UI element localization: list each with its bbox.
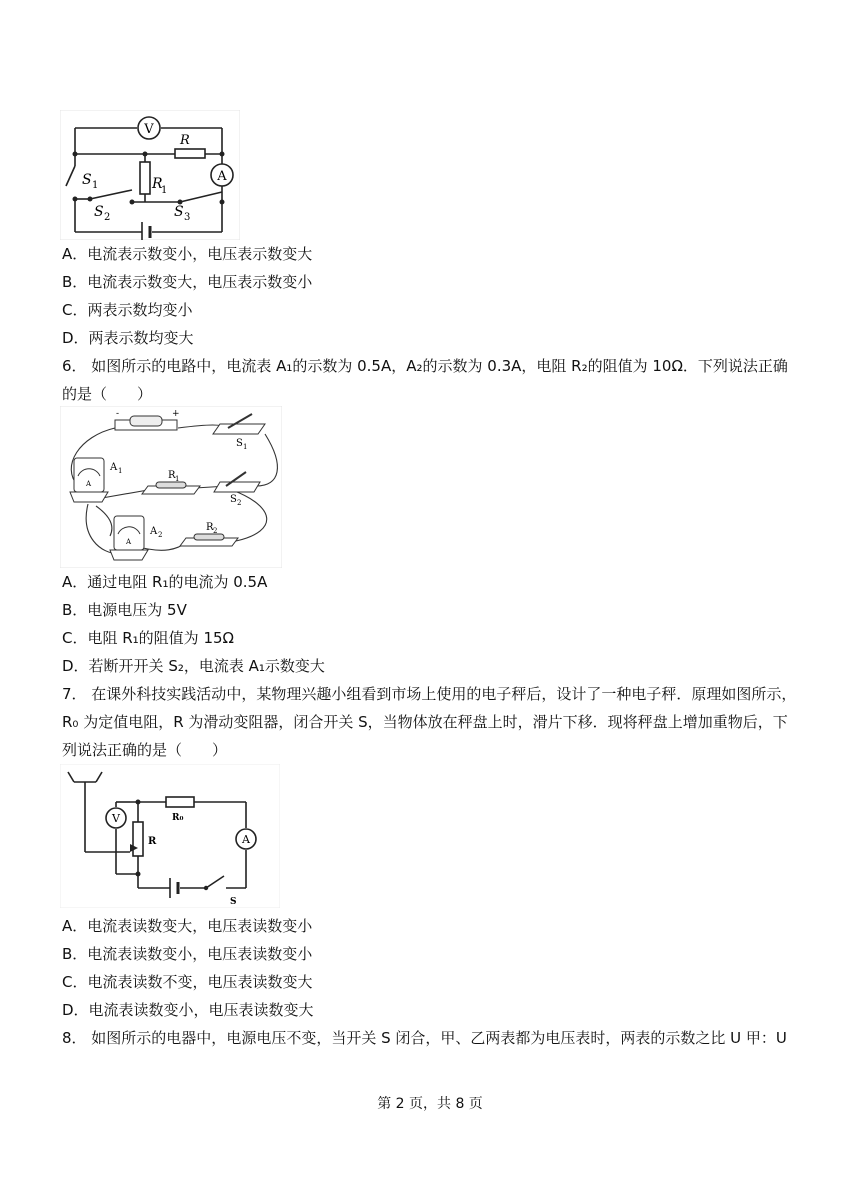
q6-option-a: A．通过电阻 R₁的电流为 0.5A	[62, 573, 268, 591]
q5-ammeter-label: A	[217, 169, 227, 184]
q5-s1-label: S	[82, 172, 92, 188]
q6-s1-label: S	[236, 438, 243, 449]
q6-r1-label: R	[168, 470, 176, 481]
q5-option-d: D．两表示数均变大	[62, 329, 194, 347]
q8-stem-line-1: 8． 如图所示的电器中，电源电压不变，当开关 S 闭合，甲、乙两表都为电压表时，两表的示数之比 U 甲：U	[62, 1029, 787, 1047]
q6-a1-sub: 1	[118, 467, 123, 475]
q6-option-c: C．电阻 R₁的阻值为 15Ω	[62, 629, 234, 647]
q7-option-d: D．电流表读数变小，电压表读数变大	[62, 1001, 314, 1019]
q5-option-a: A．电流表示数变小，电压表示数变大	[62, 245, 313, 263]
q6-s2-sub: 2	[237, 499, 242, 507]
q5-s1-sub: 1	[92, 180, 99, 191]
q6-s1-sub: 1	[243, 443, 248, 451]
q7-s-label: S	[230, 897, 237, 907]
q5-r-label: R	[180, 133, 190, 148]
q7-stem-line-3: 列说法正确的是（ ）	[62, 741, 228, 759]
q6-r2-label: R	[206, 522, 214, 533]
q7-circuit-figure	[60, 764, 280, 908]
q7-stem-line-2: R₀ 为定值电阻，R 为滑动变阻器，闭合开关 S，当物体放在秤盘上时，滑片下移．现将秤盘上增加重物后，下	[62, 713, 788, 731]
q6-a1-meter-face: A	[86, 480, 92, 488]
q6-battery-plus: +	[172, 409, 180, 419]
q6-s2-label: S	[230, 494, 237, 505]
q7-stem-line-1: 7． 在课外科技实践活动中，某物理兴趣小组看到市场上使用的电子秤后，设计了一种电子秤．原理如图所示，	[62, 685, 797, 703]
q5-r1-label: R	[152, 176, 163, 192]
q6-circuit-figure	[60, 406, 282, 568]
q6-a2-sub: 2	[158, 531, 163, 539]
q5-s2-label: S	[94, 204, 104, 220]
q5-s3-label: S	[174, 204, 184, 220]
q5-circuit-figure	[60, 110, 240, 240]
q7-ammeter-label: A	[242, 833, 250, 846]
q7-voltmeter-label: V	[112, 812, 120, 825]
q7-r0-label: R₀	[172, 813, 184, 823]
q6-battery-minus: -	[116, 409, 120, 419]
q5-r1-sub: 1	[161, 185, 168, 196]
q6-stem-line-1: 6． 如图所示的电路中，电流表 A₁的示数为 0.5A，A₂的示数为 0.3A，电阻 R₂的阻值为 10Ω．下列说法正确	[62, 357, 788, 375]
q6-r2-sub: 2	[213, 527, 218, 535]
q7-option-b: B．电流表读数变小，电压表读数变小	[62, 945, 313, 963]
q5-option-c: C．两表示数均变小	[62, 301, 193, 319]
q6-option-b: B．电源电压为 5V	[62, 601, 187, 619]
q5-option-b: B．电流表示数变大，电压表示数变小	[62, 273, 313, 291]
q6-a2-meter-face: A	[126, 538, 132, 546]
page-footer: 第 2 页，共 8 页	[377, 1096, 483, 1112]
q6-a1-label: A	[110, 462, 118, 473]
q7-option-a: A．电流表读数变大，电压表读数变小	[62, 917, 313, 935]
q5-voltmeter-label: V	[144, 122, 154, 137]
q7-r-label: R	[148, 836, 157, 847]
q5-s3-sub: 3	[184, 212, 191, 223]
q5-s2-sub: 2	[104, 212, 111, 223]
q7-option-c: C．电流表读数不变，电压表读数变大	[62, 973, 313, 991]
q6-option-d: D．若断开开关 S₂，电流表 A₁示数变大	[62, 657, 325, 675]
q6-a2-label: A	[150, 526, 158, 537]
q6-stem-line-2: 的是（ ）	[62, 385, 153, 403]
q6-r1-sub: 1	[175, 475, 180, 483]
